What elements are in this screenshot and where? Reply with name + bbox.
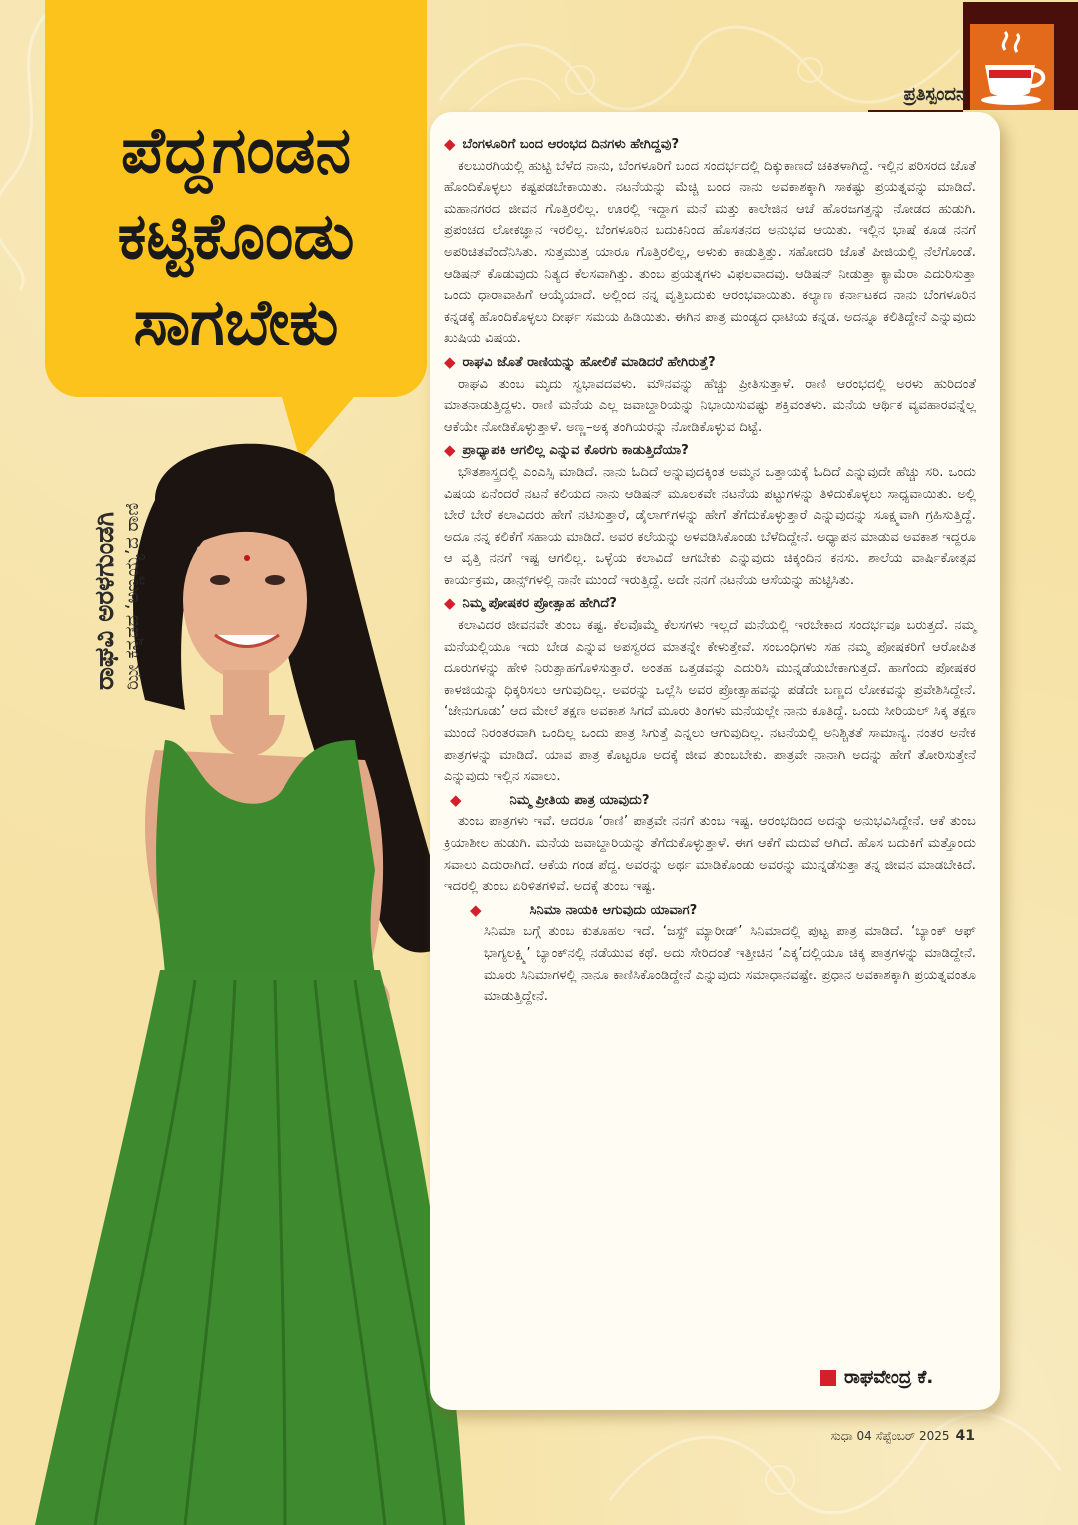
profile-subtitle [78, 420, 158, 690]
swirl-ornament-top [430, 20, 970, 120]
article-title [45, 108, 427, 366]
answer-2: ರಾಘವಿ ತುಂಬ ಮೃದು ಸ್ವಭಾವದವಳು. ಮೌನವನ್ನು ಹೆಚ್ಚು ಪ್ರೀತಿಸುತ್ತಾಳೆ. ರಾಣಿ ಆರಂಭದಲ್ಲಿ ಅರಳು ಹುರಿದಂತೆ ಮಾತನಾಡುತ್ತಿದ್ದಳು. ರಾಣಿ ಮನೆಯ ಎಲ್ಲ ಜವಾಬ್ದಾರಿಯನ್ನು ನಿಭಾಯಿಸುವಷ್ಟು ಶಕ್ತಿವಂತಳು. ಮನೆಯ ಆರ್ಥಿಕ ವ್ಯವಹಾರವನ್ನೆಲ್ಲ ಆಕೆಯೇ ನೋಡಿಕೊಳ್ಳುತ್ತಾಳೆ. ಅಣ್ಣ–ಅಕ್ಕ ತಂಗಿಯರನ್ನು ನೋಡಿಕೊಳ್ಳುವ ದಿಟ್ಟೆ. [444, 376, 976, 435]
question-5: ◆ ನಿಮ್ಮ ಪ್ರೀತಿಯ ಪಾತ್ರ ಯಾವುದು? [444, 790, 976, 812]
diamond-bullet-icon: ◆ [444, 594, 456, 613]
byline [820, 1367, 933, 1388]
diamond-bullet-icon: ◆ [470, 900, 482, 919]
question-3: ◆ ಪ್ರಾಧ್ಯಾಪಕಿ ಆಗಲಿಲ್ಲ ಎನ್ನುವ ಕೊರಗು ಕಾಡುತ್ತಿದೆಯಾ? [444, 440, 976, 462]
title-line-2: ಕಟ್ಟಿಕೊಂಡು [117, 200, 355, 274]
question-2: ◆ ರಾಘವಿ ಜೊತೆ ರಾಣಿಯನ್ನು ಹೋಲಿಕೆ ಮಾಡಿದರೆ ಹೇಗಿರುತ್ತೆ? [444, 352, 976, 374]
title-line-3: ಸಾಗಬೇಕು [133, 286, 339, 360]
title-line-1: ಪೆದ್ದಗಂಡನ [120, 114, 352, 188]
page-number: 41 [955, 1428, 975, 1444]
answer-3: ಭೌತಶಾಸ್ತ್ರದಲ್ಲಿ ಎಂಎಸ್ಸಿ ಮಾಡಿದೆ. ನಾನು ಓದಿದೆ ಅನ್ನುವುದಕ್ಕಿಂತ ಅಮ್ಮನ ಒತ್ತಾಯಕ್ಕೆ ಓದಿದೆ ಎನ್ನುವುದೇ ಹೆಚ್ಚು ಸರಿ. ಒಂದು ವಿಷಯ ಏನೆಂದರೆ ನಟನೆ ಕಲಿಯದ ನಾನು ಆಡಿಷನ್ ಮೂಲಕವೇ ನಟನೆಯ ಪಟ್ಟುಗಳನ್ನು ತಿಳಿದುಕೊಳ್ಳಲು ಸಾಧ್ಯವಾಯಿತು. ಅಲ್ಲಿ ಬೇರೆ ಬೇರೆ ಕಲಾವಿದರು ಹೇಗೆ ನಟಿಸುತ್ತಾರೆ, ಡೈಲಾಗ್‌ಗಳನ್ನು ಹೇಗೆ ತೆಗೆದುಕೊಳ್ಳುತ್ತಾರೆ ಎನ್ನುವುದನ್ನು ಸೂಕ್ಷ್ಮವಾಗಿ ಗ್ರಹಿಸುತ್ತಿದ್ದೆ. ಅದೂ ನನ್ನ ಕಲಿಕೆಗೆ ಸಹಾಯ ಮಾಡಿದೆ. ಅವರ ಕಲೆಯನ್ನು ಅಳವಡಿಸಿಕೊಂಡು ಬೆಳೆದಿದ್ದೇನೆ. ಅಧ್ಯಾಪನ ಮಾಡುವ ಅವಕಾಶ ಇದ್ದರೂ ಆ ವೃತ್ತಿ ನನಗೆ ಇಷ್ಟ ಆಗಲಿಲ್ಲ. ಒಳ್ಳೆಯ ಕಲಾವಿದೆ ಆಗಬೇಕು ಎನ್ನುವುದು ಚಿಕ್ಕಂದಿನ ಕನಸು. ಶಾಲೆಯ ವಾರ್ಷಿಕೋತ್ಸವ ಕಾರ್ಯಕ್ರಮ, ಡಾನ್ಸ್‌ಗಳಲ್ಲಿ ನಾನೇ ಮುಂದೆ ಇರುತ್ತಿದ್ದೆ. ಅದೇ ನನಗೆ ನಟನೆಯ ಆಸೆಯನ್ನು ಹುಟ್ಟಿಸಿತು. [444, 464, 976, 588]
answer-4: ಕಲಾವಿದರ ಜೀವನವೇ ತುಂಬ ಕಷ್ಟ. ಕೆಲವೊಮ್ಮೆ ಕೆಲಸಗಳು ಇಲ್ಲದೆ ಮನೆಯಲ್ಲಿ ಇರಬೇಕಾದ ಸಂದರ್ಭವೂ ಬರುತ್ತದೆ. ನಮ್ಮ ಮನೆಯಲ್ಲಿಯೂ ಇದು ಬೇಡ ಎನ್ನುವ ಅಪಸ್ವರದ ಮಾತನ್ನೇ ಕೇಳುತ್ತೇವೆ. ಸಂಬಂಧಿಗಳು ಸಹ ನಮ್ಮ ಪೋಷಕರಿಗೆ ಆರೋಪಿತ ದೂರುಗಳನ್ನು ಹೇಳಿ ನಿರುತ್ಸಾಹಗೊಳಿಸುತ್ತಾರೆ. ಅಂತಹ ಒತ್ತಡವನ್ನು ಎದುರಿಸಿ ಮುನ್ನಡೆಯಬೇಕಾಗುತ್ತದೆ. ಹಾಗೆಂದು ಪೋಷಕರ ಕಾಳಜಿಯನ್ನು ಧಿಕ್ಕರಿಸಲು ಆಗುವುದಿಲ್ಲ. ಅವರನ್ನು ಒಲ್ಲೆಸಿ ಅವರ ಪ್ರೋತ್ಸಾಹವನ್ನು ಪಡೆದೇ ಬಣ್ಣದ ಲೋಕವನ್ನು ಪ್ರವೇಶಿಸಿದ್ದೇನೆ. ‘ಜೇನುಗೂಡು’ ಆದ ಮೇಲೆ ತಕ್ಷಣ ಅವಕಾಶ ಸಿಗದೆ ಮೂರು ತಿಂಗಳು ಮನೆಯಲ್ಲೇ ನಾನು ಕೂತಿದ್ದೆ. ಒಂದು ಸೀರಿಯಲ್ ಸಿಕ್ಕ ತಕ್ಷಣ ಮುಂದೆ ನಿರಂತರವಾಗಿ ಒಂದಿಲ್ಲ ಒಂದು ಪಾತ್ರ ಸಿಗುತ್ತೆ ಎನ್ನಲು ಆಗುವುದಿಲ್ಲ. ನಟನೆಯಲ್ಲಿ ಅನಿಶ್ಚಿತತೆ ಸಾಮಾನ್ಯ. ನಂತರ ಅನೇಕ ಪಾತ್ರಗಳನ್ನು ಮಾಡಿದೆ. ಯಾವ ಪಾತ್ರ ಕೊಟ್ಟರೂ ಅದಕ್ಕೆ ಜೀವ ತುಂಬಬೇಕು. ಪಾತ್ರವೇ ನಾನಾಗಿ ಅದನ್ನು ಹೇಗೆ ತೋರಿಸುತ್ತೇನೆ ಎನ್ನುವುದು ಇಲ್ಲಿನ ಸವಾಲು. [444, 618, 976, 785]
show-caption: ಝೀ ಕನ್ನಡದ ‘ಅಣ್ಣಯ್ಯ’ದ ರಾಣಿ [122, 502, 143, 690]
diamond-bullet-icon: ◆ [450, 790, 462, 809]
teacup-icon [975, 30, 1050, 108]
diamond-bullet-icon: ◆ [444, 135, 456, 153]
question-4: ◆ ನಿಮ್ಮ ಪೋಷಕರ ಪ್ರೋತ್ಸಾಹ ಹೇಗಿದೆ? [444, 593, 976, 615]
issue-info: ಸುಧಾ 04 ಸೆಪ್ಟೆಂಬರ್ 2025 [830, 1429, 950, 1443]
byline-author: ರಾಘವೇಂದ್ರ ಕೆ. [844, 1367, 934, 1388]
answer-5: ತುಂಬ ಪಾತ್ರಗಳು ಇವೆ. ಆದರೂ ‘ರಾಣಿ’ ಪಾತ್ರವೇ ನನಗೆ ತುಂಬ ಇಷ್ಟ. ಆರಂಭದಿಂದ ಅದನ್ನು ಅನುಭವಿಸಿದ್ದೇನೆ. ಆಕೆ ತುಂಬ ಕ್ರಿಯಾಶೀಲ ಹುಡುಗಿ. ಮನೆಯ ಜವಾಬ್ದಾರಿಯನ್ನು ತೆಗೆದುಕೊಳ್ಳುತ್ತಾಳೆ. ಈಗ ಆಕೆಗೆ ಮದುವೆ ಆಗಿದೆ. ಹೊಸ ಬದುಕಿಗೆ ಮತ್ತೊಂದು ಸವಾಲು ಎದುರಾಗಿದೆ. ಆಕೆಯ ಗಂಡ ಪೆದ್ದ. ಅವರನ್ನು ಅರ್ಥ ಮಾಡಿಕೊಂಡು ಅವರನ್ನು ಮುನ್ನಡೆಸುತ್ತಾ ತನ್ನ ಜೀವನ ಮಾಡಬೇಕಿದೆ. ಇದರಲ್ಲಿ ತುಂಬ ಏರಿಳಿತಗಳಿವೆ. ಅದಕ್ಕೆ ತುಂಬ ಇಷ್ಟ. [444, 814, 976, 895]
question-1: ◆ ಬೆಂಗಳೂರಿಗೆ ಬಂದ ಆರಂಭದ ದಿನಗಳು ಹೇಗಿದ್ದವು? [444, 134, 976, 156]
swirl-ornament-bottom [600, 1400, 1070, 1520]
diamond-bullet-icon: ◆ [444, 352, 456, 371]
section-label: ಪ್ರತಿಸ್ಪಂದನ [903, 84, 966, 105]
answer-1: ಕಲಬುರಗಿಯಲ್ಲಿ ಹುಟ್ಟಿ ಬೆಳೆದ ನಾನು, ಬೆಂಗಳೂರಿಗೆ ಬಂದ ಸಂದರ್ಭದಲ್ಲಿ ದಿಕ್ಕುಕಾಣದೆ ಚಕಿತಳಾಗಿದ್ದೆ. ಇಲ್ಲಿನ ಪರಿಸರದ ಜೊತೆ ಹೊಂದಿಕೊಳ್ಳಲು ಕಷ್ಟಪಡಬೇಕಾಯಿತು. ನಟನೆಯನ್ನು ಮೆಚ್ಚಿ ಬಂದ ನಾನು ಅವಕಾಶಕ್ಕಾಗಿ ಸಾಕಷ್ಟು ಪ್ರಯತ್ನವನ್ನು ಮಾಡಿದೆ. ಮಹಾನಗರದ ಜೀವನ ಗೊತ್ತಿರಲಿಲ್ಲ. ಊರಲ್ಲಿ ಇದ್ದಾಗ ಮನೆ ಮತ್ತು ಕಾಲೇಜಿನ ಆಚೆ ಹೊರಜಗತ್ತನ್ನು ನೋಡದ ಹುಡುಗಿ. ಪ್ರಪಂಚದ ಲೋಕಜ್ಞಾನ ಇರಲಿಲ್ಲ. ಬೆಂಗಳೂರಿನ ಬದುಕಿನಿಂದ ಹೊಸತನದ ಅನುಭವ ಆಯಿತು. ಇಲ್ಲಿನ ಭಾಷೆ ಕೂಡ ನನಗೆ ಅಪರಿಚಿತವೆಂದೆನಿಸಿತು. ಸುತ್ತಮುತ್ತ ಯಾರೂ ಗೊತ್ತಿರಲಿಲ್ಲ, ಅಳುಕು ಕಾಡುತ್ತಿತ್ತು. ಸಹೋದರಿ ಜೊತೆ ಪೀಜಿಯಲ್ಲಿ ನೆಲೆಗೊಂಡೆ. ಆಡಿಷನ್ ಕೊಡುವುದು ನಿತ್ಯದ ಕೆಲಸವಾಗಿತ್ತು. ತುಂಬ ಪ್ರಯತ್ನಗಳು ವಿಫಲವಾದವು. ಆಡಿಷನ್ ನೀಡುತ್ತಾ ಕ್ಯಾಮೆರಾ ಎದುರಿಸುತ್ತಾ ಒಂದು ಧಾರಾವಾಹಿಗೆ ಆಯ್ಕೆಯಾದೆ. ಅಲ್ಲಿಂದ ನನ್ನ ವೃತ್ತಿಬದುಕು ಆರಂಭವಾಯಿತು. ಕಲ್ಯಾಣ ಕರ್ನಾಟಕದ ನಾನು ಬೆಂಗಳೂರಿನ ಕನ್ನಡಕ್ಕೆ ಹೊಂದಿಕೊಳ್ಳಲು ದೀರ್ಘ ಸಮಯ ಹಿಡಿಯಿತು. ಈಗಿನ ಪಾತ್ರ ಮಂಡ್ಯದ ಧಾಟಿಯ ಕನ್ನಡ. ಅದನ್ನೂ ಕಲಿತಿದ್ದೇನೆ ಎನ್ನುವುದು ಖುಷಿಯ ವಿಷಯ. [444, 158, 976, 347]
actress-name: ರಾಘವಿ ಅರಳಗುಂಡಗಿ [90, 512, 120, 690]
byline-square-icon [820, 1370, 836, 1386]
answer-6: ಸಿನಿಮಾ ಬಗ್ಗೆ ತುಂಬ ಕುತೂಹಲ ಇದೆ. ‘ಜಸ್ಟ್ ಮ್ಯಾರೀಡ್’ ಸಿನಿಮಾದಲ್ಲಿ ಪುಟ್ಟ ಪಾತ್ರ ಮಾಡಿದೆ. ‘ಬ್ಯಾಂಕ್ ಆಫ್ ಭಾಗ್ಯಲಕ್ಷ್ಮಿ’ ಬ್ಯಾಂಕ್‌ನಲ್ಲಿ ನಡೆಯುವ ಕಥೆ. ಅದು ಸೇರಿದಂತೆ ಇತ್ತೀಚಿನ ‘ಎಕ್ಕ’ದಲ್ಲಿಯೂ ಚಿಕ್ಕ ಪಾತ್ರಗಳನ್ನು ಮಾಡಿದ್ದೇನೆ. ಮೂರು ಸಿನಿಮಾಗಳಲ್ಲಿ ನಾನೂ ಕಾಣಿಸಿಕೊಂಡಿದ್ದೇನೆ ಎನ್ನುವುದು ಸಮಾಧಾನವಷ್ಟೇ. ಪ್ರಧಾನ ಅವಕಾಶಕ್ಕಾಗಿ ಪ್ರಯತ್ನವಂತೂ ಮಾಡುತ್ತಿದ್ದೇನೆ. [484, 924, 976, 1005]
article-body [444, 132, 976, 1008]
question-6: ◆ ಸಿನಿಮಾ ನಾಯಕಿ ಆಗುವುದು ಯಾವಾಗ? [444, 900, 976, 922]
diamond-bullet-icon: ◆ [444, 441, 456, 460]
page-footer [831, 1428, 975, 1444]
